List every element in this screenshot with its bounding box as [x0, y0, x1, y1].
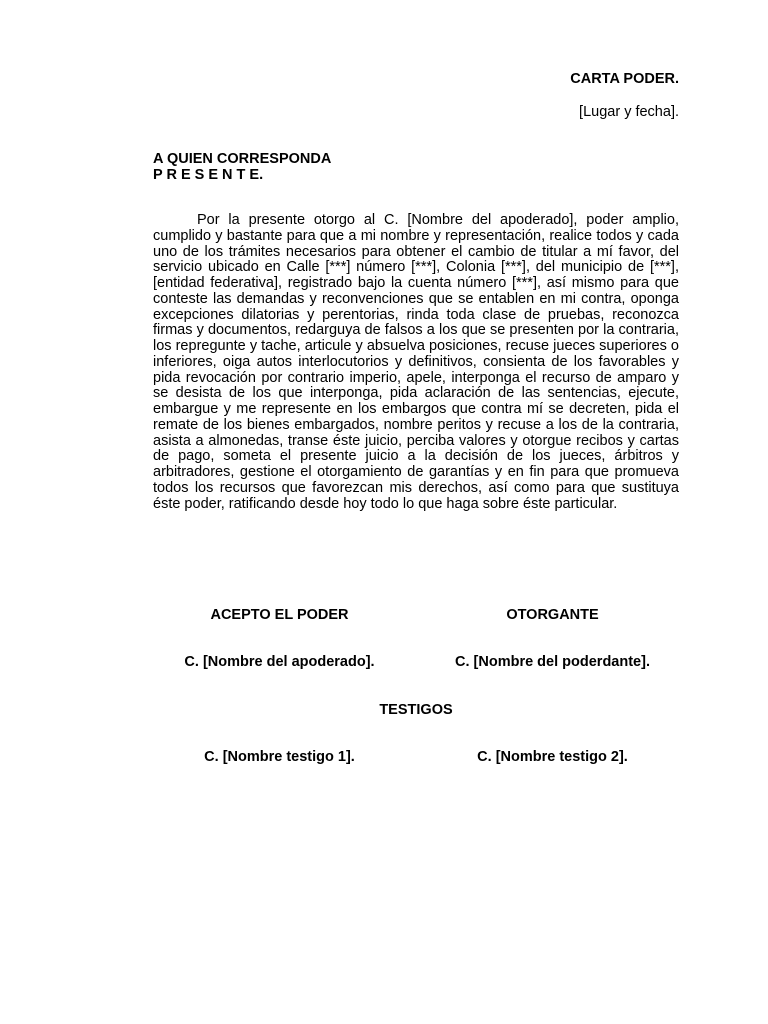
- presente-line: P R E S E N T E.: [153, 167, 264, 183]
- document-page: [153, 0, 679, 1024]
- document-title: CARTA PODER.: [570, 71, 679, 87]
- signature-labels-row: [143, 606, 689, 624]
- grantor-name: C. [Nombre del poderdante].: [455, 654, 650, 670]
- grantor-label: OTORGANTE: [506, 607, 599, 623]
- witnesses-row: [143, 748, 689, 766]
- witness-1-name: C. [Nombre testigo 1].: [204, 749, 355, 765]
- witnesses-heading: TESTIGOS: [379, 702, 453, 718]
- attorney-name: C. [Nombre del apoderado].: [184, 654, 375, 670]
- signature-names-row: [143, 653, 689, 671]
- body-paragraph: Por la presente otorgo al C. [Nombre del apoderado], poder amplio, cumplido y bastante para que a mi nombre y representación, realice todos y cada uno de los trámites necesarios para obtener el cambio de titular a mí favor, del servicio ubicado en Calle [***] número [***], Colonia [***], del municipio de [***], [entidad federativa], registrado bajo la cuenta número [***], así mismo para que conteste las demandas y reconvenciones que se entablen en mi contra, oponga excepciones dilatorias y perentorias, rinda toda clase de pruebas, reconozca firmas y documentos, redarguya de falsos a los que se presenten por la contraria, los repregunte y tache, articule y absuelva posiciones, recuse jueces superiores o inferiores, oiga autos interlocutorios y definitivos, consienta de los favorables y pida revocación por contrario imperio, apele, interponga el recurso de amparo y se desista de los que interponga, pida aclaración de las sentencias, ejecute, embargue y me represente en los embargos que contra mí se decreten, pida el remate de los bienes embargados, nombre peritos y recuse a los de la contraria, asista a almonedas, transe éste juicio, perciba valores y otorgue recibos y cartas de pago, someta el presente juicio a la decisión de los jueces, árbitros y arbitradores, gestione el otorgamiento de garantías y en fin para que promueva todos los recursos que favorezcan mis derechos, así como para que sustituya éste poder, ratificando desde hoy todo lo que haga sobre éste particular.: [153, 212, 679, 512]
- accept-power-label: ACEPTO EL PODER: [210, 607, 349, 623]
- place-date: [Lugar y fecha].: [579, 104, 679, 120]
- addressee-line: A QUIEN CORRESPONDA: [153, 151, 332, 167]
- witness-2-name: C. [Nombre testigo 2].: [477, 749, 628, 765]
- addressee-block: [153, 151, 331, 183]
